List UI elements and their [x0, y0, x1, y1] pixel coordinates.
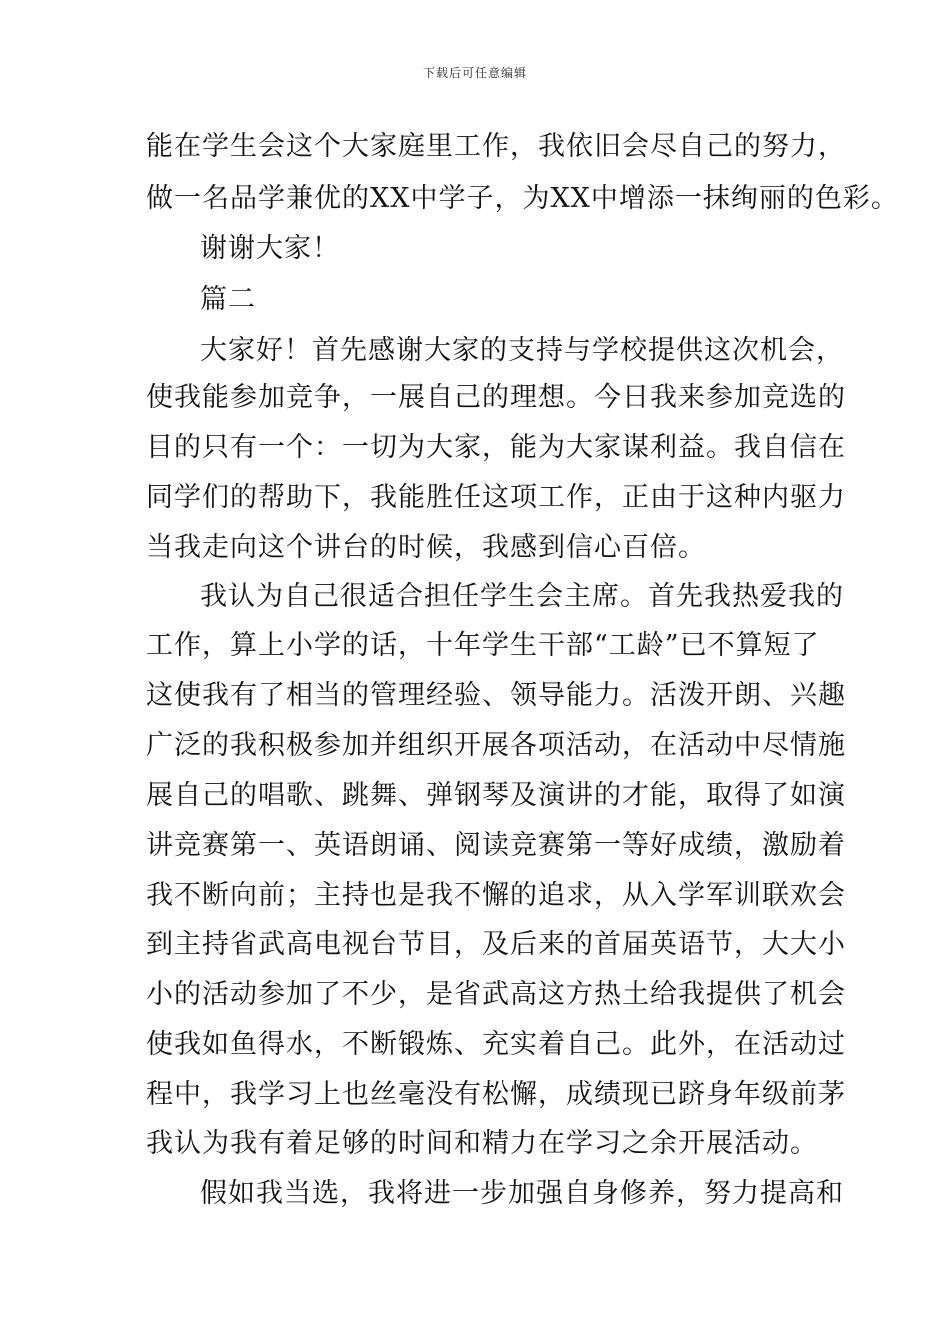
- text-line: 展自己的唱歌、跳舞、弹钢琴及演讲的才能，取得了如演: [146, 780, 846, 811]
- text-line: 做一名品学兼优的XX中学子，为XX中增添一抹绚丽的色彩。: [146, 183, 899, 214]
- text-line: 使我如鱼得水，不断锻炼、充实着自己。此外，在活动过: [146, 1029, 846, 1060]
- text-line: 这使我有了相当的管理经验、领导能力。活泼开朗、兴趣: [146, 680, 846, 711]
- text-line: 工作，算上小学的话，十年学生干部“工龄”已不算短了: [146, 630, 820, 661]
- section-heading: 篇二: [200, 284, 256, 315]
- text-line: 我不断向前；主持也是我不懈的追求，从入学军训联欢会: [146, 880, 846, 911]
- text-line: 使我能参加竞争，一展自己的理想。今日我来参加竞选的: [146, 382, 846, 413]
- text-line: 假如我当选，我将进一步加强自身修养，努力提高和: [200, 1178, 844, 1209]
- text-line: 同学们的帮助下，我能胜任这项工作，正由于这种内驱力: [146, 482, 846, 513]
- text-line: 当我走向这个讲台的时候，我感到信心百倍。: [146, 532, 706, 563]
- text-line: 到主持省武高电视台节目，及后来的首届英语节，大大小: [146, 929, 846, 960]
- text-line: 能在学生会这个大家庭里工作，我依旧会尽自己的努力，: [146, 131, 846, 162]
- text-line: 谢谢大家！: [200, 233, 340, 264]
- text-line: 我认为自己很适合担任学生会主席。首先我热爱我的: [200, 581, 844, 612]
- text-line: 我认为我有着足够的时间和精力在学习之余开展活动。: [146, 1128, 818, 1159]
- text-line: 大家好！首先感谢大家的支持与学校提供这次机会，: [200, 335, 844, 366]
- text-line: 程中，我学习上也丝毫没有松懈，成绩现已跻身年级前茅: [146, 1079, 846, 1110]
- text-line: 小的活动参加了不少，是省武高这方热土给我提供了机会: [146, 979, 846, 1010]
- text-line: 目的只有一个：一切为大家，能为大家谋利益。我自信在: [146, 432, 846, 463]
- text-line: 讲竞赛第一、英语朗诵、阅读竞赛第一等好成绩，激励着: [146, 830, 846, 861]
- text-line: 广泛的我积极参加并组织开展各项活动，在活动中尽情施: [146, 730, 846, 761]
- page-header: 下载后可任意编辑: [422, 66, 527, 80]
